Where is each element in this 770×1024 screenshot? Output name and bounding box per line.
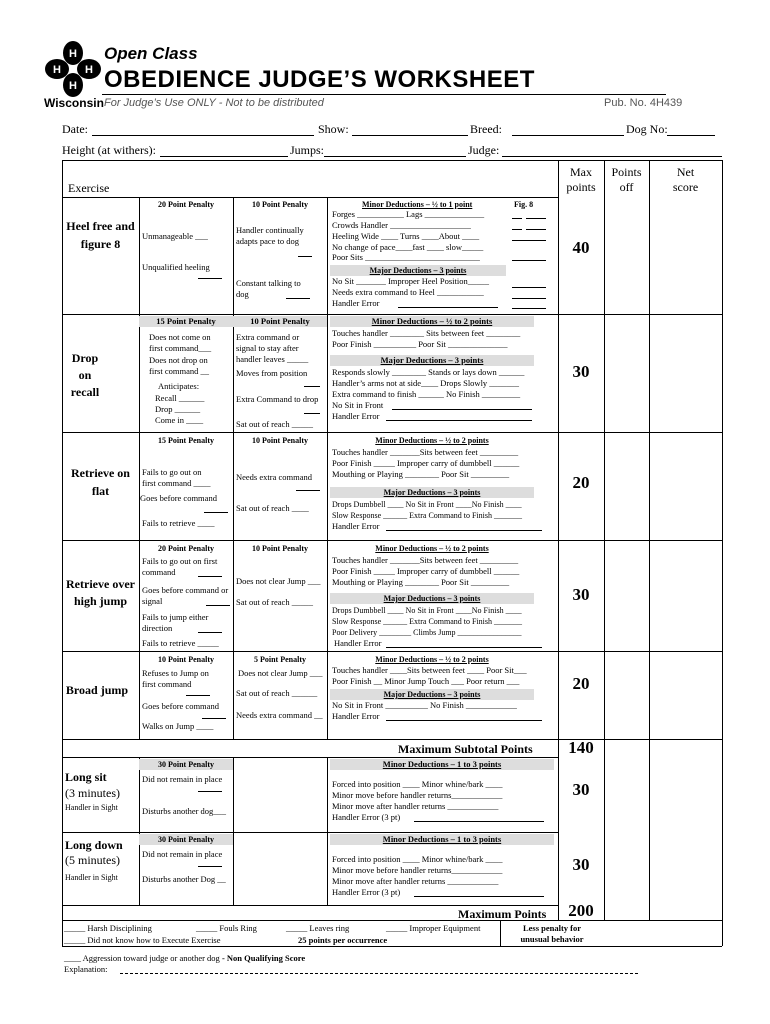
long-down-minor-4: Handler Error (3 pt) [332,887,401,897]
long-sit-minor-3: Minor move after handler returns ____________ [332,801,499,811]
drop-a2: first command___ [149,343,212,353]
drop-b2: signal to stay after [236,343,299,353]
retrieve-flat-major-3: Handler Error [332,521,380,531]
long-down-minor-1: Forced into position ____ Minor whine/bark ____ [332,854,503,864]
drop-major-1: Responds slowly ________ Stands or lays down ______ [332,367,525,377]
retrieve-flat-15-point-header: 15 Point Penalty [158,436,214,445]
retrieve-flat-10-point-header: 10 Point Penalty [252,436,308,445]
drop-major-header: Major Deductions – 3 points [380,355,484,365]
broad-jump-b3: Needs extra command __ [236,710,323,720]
long-sit-max-points: 30 [572,780,590,799]
heel-constant-talking-2: dog [236,289,249,299]
long-down-30-point-header: 30 Point Penalty [158,835,214,844]
broad-jump-a4: Walks on Jump ____ [142,721,214,731]
breed-label: Breed: [470,122,502,136]
long-sit-a2: Disturbs another dog___ [142,806,227,816]
heel-10-point-header: 10 Point Penalty [252,200,308,209]
retrieve-jump-b1: Does not clear Jump ___ [236,576,321,586]
drop-anticipates-drop: Drop ______ [155,404,201,414]
long-down-minor-2: Minor move before handler returns____________ [332,865,503,875]
heel-minor-header: Minor Deductions – ½ to 1 point [362,200,473,209]
drop-major-3: Extra command to finish ______ No Finish _________ [332,389,521,399]
drop-a1: Does not come on [149,332,211,342]
drop-anticipates-recall: Recall ______ [155,393,205,403]
broad-jump-major-1: No Sit in Front __________ No Finish ____________ [332,700,517,710]
long-sit-a1: Did not remain in place [142,774,223,784]
retrieve-jump-major-1: Drops Dumbbell ____ No Sit in Front ____No Finish ____ [332,606,522,615]
exercise-long-down-name-2: (5 minutes) [65,853,120,867]
drop-minor-2: Poor Finish __________ Poor Sit ______________ [332,339,508,349]
broad-jump-5-point-header: 5 Point Penalty [254,655,306,664]
retrieve-flat-minor-1: Touches handler _______Sits between feet _________ [332,447,519,457]
retrieve-flat-minor-2: Poor Finish _____ Improper carry of dumbbell ______ [332,458,520,468]
footer-leaves-ring: _____ Leaves ring [286,923,350,933]
retrieve-jump-major-3: Poor Delivery ________ Climbs Jump ________________ [332,628,522,637]
heel-handler-continually-1: Handler continually [236,225,304,235]
heel-max-points: 40 [572,238,590,257]
exercise-long-sit-name-2: (3 minutes) [65,786,120,800]
judge-field[interactable] [502,156,722,157]
pub-number: Pub. No. 4H439 [604,97,683,109]
long-sit-minor-header: Minor Deductions – 1 to 3 points [382,759,502,769]
svg-text:H: H [53,64,61,76]
retrieve-jump-a2: command [142,567,176,577]
heel-minor-3: Heeling Wide ____ Turns ____About ____ [332,231,480,241]
broad-jump-major-2: Handler Error [332,711,380,721]
date-label: Date: [62,122,88,136]
retrieve-jump-minor-3: Mouthing or Playing ________ Poor Sit _________ [332,577,510,587]
judge-label: Judge: [468,143,500,157]
retrieve-flat-major-header: Major Deductions – 3 points [383,488,481,497]
retrieve-flat-a2: first command ____ [142,478,211,488]
heel-major-1: No Sit _______ Improper Heel Position_____ [332,276,490,286]
heel-major-3: Handler Error [332,298,380,308]
retrieve-flat-b2: Sat out of reach ____ [236,503,309,513]
footer-improper-equipment: _____ Improper Equipment [386,923,481,933]
long-down-minor-3: Minor move after handler returns ____________ [332,876,499,886]
exercise-retrieve-flat-name-1: Retrieve on [71,466,130,480]
footer-points-per-occurrence: 25 points per occurrence [298,935,388,945]
footer-aggression-text: ____ Aggression toward judge or another dog [64,953,220,963]
heel-handler-continually-2: adapts pace to dog [236,236,300,246]
exercise-retrieve-flat-name-2: flat [91,484,110,498]
maximum-points-label: Maximum Points [458,907,547,921]
retrieve-flat-minor-header: Minor Deductions – ½ to 2 points [375,436,489,445]
heel-unqualified: Unqualified heeling [142,262,210,272]
drop-major-4: No Sit in Front [332,400,384,410]
long-sit-minor-4: Handler Error (3 pt) [332,812,401,822]
long-sit-minor-1: Forced into position ____ Minor whine/bark ____ [332,779,503,789]
retrieve-jump-major-header: Major Deductions – 3 points [383,594,481,603]
heel-minor-1: Forges ___________ Lags ______________ [332,209,485,219]
retrieve-flat-major-1: Drops Dumbbell ____ No Sit in Front ____No Finish ____ [332,500,522,509]
retrieve-jump-a5: Fails to jump either [142,612,209,622]
long-sit-handler-in-sight: Handler in Sight [65,803,118,812]
open-class-label: Open Class [104,44,198,63]
broad-jump-minor-2: Poor Finish __ Minor Jump Touch ___ Poor return ___ [332,676,520,686]
retrieve-flat-a3: Goes before command [140,493,217,503]
exercise-heel-name-1: Heel free and [66,219,135,233]
drop-b5: Extra Command to drop [236,394,319,404]
long-down-a1: Did not remain in place [142,849,223,859]
long-down-handler-in-sight: Handler in Sight [65,873,118,882]
net-score-header-score: score [672,180,699,194]
footer-less-penalty-2: unusual behavior [520,934,584,944]
show-label: Show: [318,122,349,136]
long-sit-minor-2: Minor move before handler returns____________ [332,790,503,800]
footer-explanation-label: Explanation: [64,964,108,974]
footer-harsh-disciplining: _____ Harsh Disciplining [64,923,152,933]
height-field[interactable] [160,156,288,157]
broad-jump-b1: Does not clear Jump ___ [238,668,323,678]
jumps-field[interactable] [324,156,466,157]
broad-jump-b2: Sat out of reach ______ [236,688,318,698]
broad-jump-10-point-header: 10 Point Penalty [158,655,214,664]
broad-jump-max-points: 20 [572,674,590,693]
svg-text:H: H [69,48,77,60]
explanation-field[interactable] [120,973,638,974]
long-down-minor-header: Minor Deductions – 1 to 3 points [382,834,502,844]
heel-minor-4: No change of pace____fast ____ slow_____ [332,242,484,252]
max-header-points: points [566,180,596,194]
heel-major-header: Major Deductions – 3 points [369,266,467,275]
page-title: OBEDIENCE JUDGE’S WORKSHEET [104,66,535,93]
drop-10-point-header: 10 Point Penalty [250,316,310,326]
drop-minor-1: Touches handler ________ Sits between feet ________ [332,328,521,338]
retrieve-flat-max-points: 20 [572,473,590,492]
exercise-long-down-name-1: Long down [65,838,123,852]
broad-jump-a2: first command [142,679,192,689]
svg-text:H: H [85,64,93,76]
retrieve-jump-minor-header: Minor Deductions – ½ to 2 points [375,544,489,553]
broad-jump-minor-header: Minor Deductions – ½ to 2 points [375,655,489,664]
subtitle: For Judge’s Use ONLY - Not to be distributed [104,97,324,109]
exercise-drop-name-1: Drop [71,351,99,365]
net-score-header: Net [676,165,695,179]
footer-did-not-know: _____ Did not know how to Execute Exercise [64,935,221,945]
drop-15-point-header: 15 Point Penalty [156,316,216,326]
heel-constant-talking-1: Constant talking to [236,278,301,288]
retrieve-flat-a1: Fails to go out on [142,467,202,477]
drop-major-5: Handler Error [332,411,380,421]
points-off-header-off: off [619,180,634,194]
long-sit-30-point-header: 30 Point Penalty [158,760,214,769]
drop-max-points: 30 [572,362,590,381]
retrieve-jump-a7: Fails to retrieve _____ [142,638,219,648]
retrieve-flat-b1: Needs extra command [236,472,312,482]
heel-minor-2: Crowds Handler ___________________ [332,220,471,230]
broad-jump-major-header: Major Deductions – 3 points [383,690,481,699]
retrieve-jump-major-2: Slow Response ______ Extra Command to Finish _______ [332,617,522,626]
points-off-header: Points [611,165,642,179]
date-field[interactable] [92,135,314,136]
broad-jump-a1: Refuses to Jump on [142,668,209,678]
exercise-retrieve-jump-name-1: Retrieve over [66,577,135,591]
dog-number-label: Dog No: [626,122,668,136]
dog-number-field[interactable] [667,135,715,136]
retrieve-jump-a3: Goes before command or [142,585,229,595]
drop-major-2: Handler’s arms not at side____ Drops Slowly _______ [332,378,520,388]
exercise-long-sit-name-1: Long sit [65,770,107,784]
drop-b4: Moves from position [236,368,308,378]
exercise-retrieve-jump-name-2: high jump [73,594,128,608]
breed-field[interactable] [512,135,624,136]
drop-anticipates-come: Come in ____ [155,415,204,425]
four-h-clover-logo [44,40,102,98]
heel-20-point-header: 20 Point Penalty [158,200,214,209]
long-down-max-points: 30 [572,855,590,874]
retrieve-jump-minor-1: Touches handler _______Sits between feet _________ [332,555,519,565]
exercise-column-header: Exercise [68,181,110,195]
drop-a4: first command __ [149,366,209,376]
footer-aggression [64,953,305,964]
height-label: Height (at withers): [62,143,156,157]
exercise-drop-name-2: on [78,368,92,382]
drop-b3: handler leaves _____ [236,354,309,364]
maximum-points-value: 200 [568,901,594,920]
retrieve-jump-b2: Sat out of reach _____ [236,597,313,607]
retrieve-jump-10-point-header: 10 Point Penalty [252,544,308,553]
exercise-heel-name-2: figure 8 [80,237,121,251]
footer-fouls-ring: _____ Fouls Ring [196,923,257,933]
broad-jump-minor-1: Touches handler ____Sits between feet ____ Poor Sit___ [332,665,527,675]
retrieve-jump-a6: direction [142,623,173,633]
retrieve-flat-minor-3: Mouthing or Playing ________ Poor Sit _________ [332,469,510,479]
broad-jump-a3: Goes before command [142,701,219,711]
heel-minor-5: Poor Sits ___________________________ [332,252,480,262]
retrieve-jump-20-point-header: 20 Point Penalty [158,544,214,553]
exercise-broad-jump-name: Broad jump [65,683,129,697]
jumps-label: Jumps: [290,143,325,157]
retrieve-jump-max-points: 30 [572,585,590,604]
svg-text:H: H [69,80,77,92]
retrieve-jump-minor-2: Poor Finish _____ Improper carry of dumbbell ______ [332,566,520,576]
retrieve-flat-major-2: Slow Response ______ Extra Command to Finish _______ [332,511,522,520]
max-header: Max [570,165,592,179]
heel-major-2: Needs extra command to Heel ___________ [332,287,484,297]
title-rule [102,94,666,95]
drop-a3: Does not drop on [149,355,208,365]
show-field[interactable] [352,135,468,136]
retrieve-jump-a1: Fails to go out on first [142,556,218,566]
long-down-a2: Disturbs another Dog __ [142,874,226,884]
drop-anticipates: Anticipates: [158,381,200,391]
subtotal-value: 140 [568,738,594,757]
footer-non-qualifying: - Non Qualifying Score [219,953,306,963]
retrieve-jump-major-4: Handler Error [334,638,382,648]
heel-fig8-header: Fig. 8 [514,200,534,209]
heel-unmanageable: Unmanageable ___ [142,231,208,241]
retrieve-jump-a4: signal [142,596,163,606]
drop-minor-header: Minor Deductions – ½ to 2 points [371,316,493,326]
subtotal-label: Maximum Subtotal Points [398,742,533,756]
state-label: Wisconsin [44,96,104,110]
drop-b1: Extra command or [236,332,300,342]
exercise-drop-name-3: recall [70,385,100,399]
footer-less-penalty-1: Less penalty for [522,923,582,933]
drop-b6: Sat out of reach _____ [236,419,313,429]
retrieve-flat-a4: Fails to retrieve ____ [142,518,215,528]
